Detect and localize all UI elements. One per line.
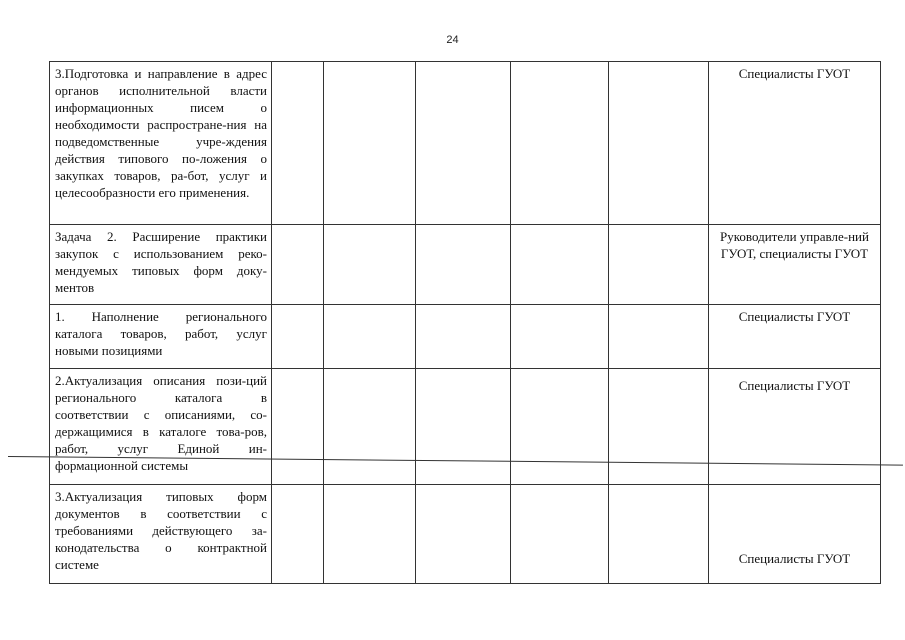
row-4-responsible: Специалисты ГУОТ bbox=[709, 369, 881, 485]
row-5-cell-5 bbox=[511, 485, 609, 584]
row-2-cell-2 bbox=[272, 225, 324, 305]
table-row bbox=[50, 62, 881, 225]
row-5-responsible: Специалисты ГУОТ bbox=[709, 485, 881, 584]
page-number: 24 bbox=[446, 34, 459, 46]
row-5-cell-6 bbox=[609, 485, 709, 584]
row-4-cell-3 bbox=[324, 369, 416, 485]
row-2-description: Задача 2. Расширение практики закупок с использованием реко-мендуемых типовых форм доку-ментов bbox=[50, 225, 272, 305]
row-3-cell-4 bbox=[416, 305, 511, 369]
table-row bbox=[50, 485, 881, 584]
table-row bbox=[50, 225, 881, 305]
row-1-cell-4 bbox=[416, 62, 511, 225]
row-2-cell-5 bbox=[511, 225, 609, 305]
row-2-cell-4 bbox=[416, 225, 511, 305]
row-4-cell-6 bbox=[609, 369, 709, 485]
row-1-cell-2 bbox=[272, 62, 324, 225]
row-3-description: 1. Наполнение регионального каталога товаров, работ, услуг новыми позициями bbox=[50, 305, 272, 369]
row-4-cell-4 bbox=[416, 369, 511, 485]
row-5-cell-2 bbox=[272, 485, 324, 584]
row-5-cell-4 bbox=[416, 485, 511, 584]
row-1-responsible: Специалисты ГУОТ bbox=[709, 62, 881, 225]
row-2-responsible: Руководители управле-ний ГУОТ, специалисты ГУОТ bbox=[709, 225, 881, 305]
row-1-cell-6 bbox=[609, 62, 709, 225]
row-4-cell-5 bbox=[511, 369, 609, 485]
row-3-cell-3 bbox=[324, 305, 416, 369]
table-row bbox=[50, 369, 881, 485]
row-1-cell-3 bbox=[324, 62, 416, 225]
row-2-cell-3 bbox=[324, 225, 416, 305]
row-5-cell-3 bbox=[324, 485, 416, 584]
row-2-cell-6 bbox=[609, 225, 709, 305]
row-1-cell-5 bbox=[511, 62, 609, 225]
row-3-cell-6 bbox=[609, 305, 709, 369]
row-5-description: 3.Актуализация типовых форм документов в соответствии с требованиями действующего за-конодательства о контрактной системе bbox=[50, 485, 272, 584]
row-4-description: 2.Актуализация описания пози-ций регионального каталога в соответствии с описаниями, со-держащимися в каталоге това-ров, работ, услуг Единой ин-формационной системы bbox=[50, 369, 272, 485]
row-3-responsible: Специалисты ГУОТ bbox=[709, 305, 881, 369]
row-3-cell-5 bbox=[511, 305, 609, 369]
row-1-description: 3.Подготовка и направление в адрес органов исполнительной власти информационных писем о необходимости распростране-ния на подведомственные учре-ждения действия типового по-ложения о закупках товаров, ра-бот, услуг и целесообразности его применения. bbox=[50, 62, 272, 225]
row-4-cell-2 bbox=[272, 369, 324, 485]
table-row bbox=[50, 305, 881, 369]
plan-table bbox=[49, 61, 881, 584]
row-3-cell-2 bbox=[272, 305, 324, 369]
